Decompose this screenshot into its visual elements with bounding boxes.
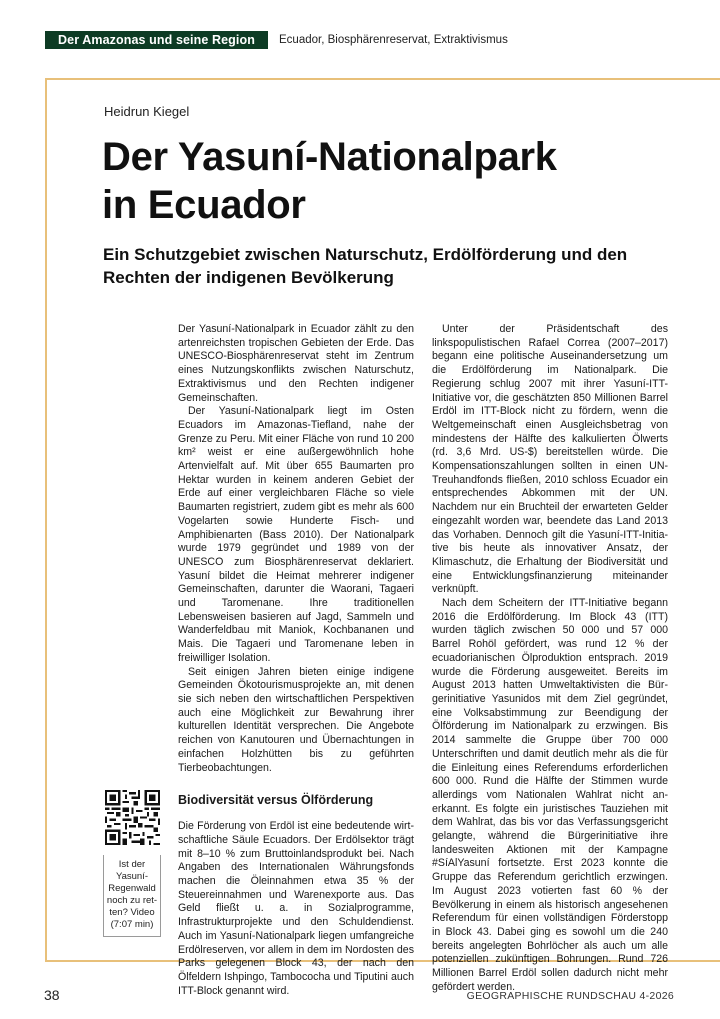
paragraph: Unter der Präsidentschaft des linkspopulistischen Rafael Correa (2007–2017) begann eine politische Auseinandersetzung um die Erdölförderung im Nationalpark. Die Regierung schlug 2007 mit ihrer Yasuní-ITT-Initiative vor, die geschätzten 850 Millionen Barrel Erdöl im ITT-Block nicht zu fördern, wenn die Weltgemeinschaft einen Ausgleichsbetrag von mindestens der Hälfte des kalkulierten Ölwerts (rd. 3,6 Mrd. US-$) bereitstellen würde. Die Kompensationszahlungen sollten in einen UN-Treuhandfonds fließen, 2010 schloss Ecuador ein entsprechendes Abkommen mit der UN. Nachdem nur ein Bruchteil der erwarteten Gelder eingezahlt worden war, beendete das Land 2013 das Vorhaben. Dennoch gilt die Yasuní-ITT-Initiative bis heute als innovativer Ansatz, der Klimaschutz, die Erhaltung der Biodiversität und eine Entwicklungsfinanzierung miteinander verknüpft.: [432, 323, 668, 596]
section-badge: Der Amazonas und seine Region: [45, 31, 268, 49]
text-column-2: [432, 323, 668, 994]
qr-code-icon[interactable]: [105, 790, 160, 845]
journal-name: GEOGRAPHISCHE RUNDSCHAU 4-2026: [466, 990, 674, 1002]
paragraph: Nach dem Scheitern der ITT-Initiative begann 2016 die Erdölförderung. Im Block 43 (ITT) wurden täglich zwischen 50 000 und 57 000 Barrel Rohöl gefördert, was rund 12 % der ecuadorianischen Ölproduktion entsprach. 2019 wurde die Förderung ausgeweitet. Bereits im August 2013 hatten Umweltaktivisten die Bürgerinitiative Yasunidos mit dem Ziel gegründet, eine Volksabstimmung zur Beendigung der Ölförderung im Nationalpark zu erzwingen. Bis 2014 sammelte die Gruppe über 700 000 Unterschriften und damit deutlich mehr als die für die Einleitung eines Referendums erforderlichen 600 000. Rund die Hälfte der Stimmen wurde allerdings vom Nationalen Wahlrat nicht anerkannt. Es folgte ein juristisches Tauziehen mit dem Wahlrat, das bis vor das Verfassungsgericht gelangte, während die Bürgerinitiative ihre landesweiten Aktionen mit der Kampagne #SíAlYasuní fortsetzte. Erst 2023 konnte die Gruppe das Referendum gerichtlich erzwingen. Im August 2023 votierten fast 60 % der Bevölkerung in einem als historisch angesehenen Referendum für einen vollständigen Förderstopp in Block 43. Dabei ging es sowohl um die 240 bereits angelegten Bohrlöcher als auch um alle potenziellen zukünftigen Bohrungen. Rund 726 Millionen Barrel Erdöl sollen dadurch nicht mehr gefördert werden.: [432, 597, 668, 993]
article-title: [102, 133, 557, 229]
title-line-2: in Ecuador: [102, 183, 306, 227]
article-subtitle: Ein Schutzgebiet zwischen Naturschutz, Erdölförderung und den Rechten der indigenen Bevölkerung: [103, 245, 628, 287]
paragraph: Die Förderung von Erdöl ist eine bedeutende wirtschaftliche Säule Ecuadors. Der Erdölsektor trägt mit 8–10 % zum Bruttoinlandsprodukt bei. Nach Angaben des Internationalen Währungsfonds machen die Öleinnahmen etwa 35 % der Steuereinnahmen und Warenexporte aus. Das Geld fließt u. a. in Sozialprogramme, Infrastrukturprojekte und den Schuldendienst. Auch im Yasuní-Nationalpark liegen umfangreiche Erdölreserven, vor allem in dem im Nordosten des Parks gelegenen Block 43, der nach den Ölfeldern Ishpingo, Tambococha und Tiputini auch ITT-Block genannt wird.: [178, 820, 414, 997]
keyword-tags: Ecuador, Biosphärenreservat, Extraktivismus: [279, 34, 508, 46]
paragraph: Seit einigen Jahren bieten einige indigene Gemeinden Ökotourismusprojekte an, mit denen sie sich neben den wirtschaftlichen Perspektiven auch eine Möglichkeit zur Bewahrung ihrer kulturellen Identität versprechen. Die Angebote reichen von Kanutouren und Übernachtungen in einfachen Holzhütten bis zu geführten Tierbeobachtungen.: [178, 665, 414, 774]
title-line-1: Der Yasuní-Nationalpark: [102, 135, 557, 179]
qr-caption: Ist der Yasuní-Regenwald noch zu retten? Video (7:07 min): [103, 855, 161, 937]
author-name: Heidrun Kiegel: [104, 104, 190, 119]
paragraph: Der Yasuní-Nationalpark liegt im Osten Ecuadors im Amazonas-Tiefland, nahe der Grenze zu Peru. Mit einer Fläche von rund 10 200 km² weist er eine außergewöhnlich hohe Artenvielfalt auf. Mit über 655 Baumarten pro Hektar wurden in keinem anderen Gebiet der Erde auf einer vergleichbaren Fläche so viele Baumarten registriert, zudem gibt es mehr als 600 Vogelarten sowie Hunderte Fisch- und Amphibienarten (Bass 2010). Der Nationalpark wurde 1979 gegründet und 1989 von der UNESCO zum Biosphärenreservat deklariert. Yasuní bildet die Heimat mehrerer indigener Gemeinschaften, darunter die Waorani, Tagaeri und Taromenane. Ihre traditionellen Lebensweisen basieren auf Jagd, Sammeln und Wanderfeldbau mit Maniok, Kochbananen und Mais. Die Tagaeri und Taromenane leben in freiwilliger Isolation.: [178, 405, 414, 664]
section-heading: Biodiversität versus Ölförderung: [178, 793, 374, 808]
text-column-1: [178, 323, 414, 998]
paragraph: Der Yasuní-Nationalpark in Ecuador zählt zu den artenreichsten tropischen Gebieten der Erde. Das UNESCO-Biosphärenreservat steht im Zentrum eines Nutzungskonflikts zwischen Naturschutz, Extraktivismus und den Rechten indigener Gemeinschaften.: [178, 323, 414, 404]
page-number: 38: [44, 987, 60, 1003]
